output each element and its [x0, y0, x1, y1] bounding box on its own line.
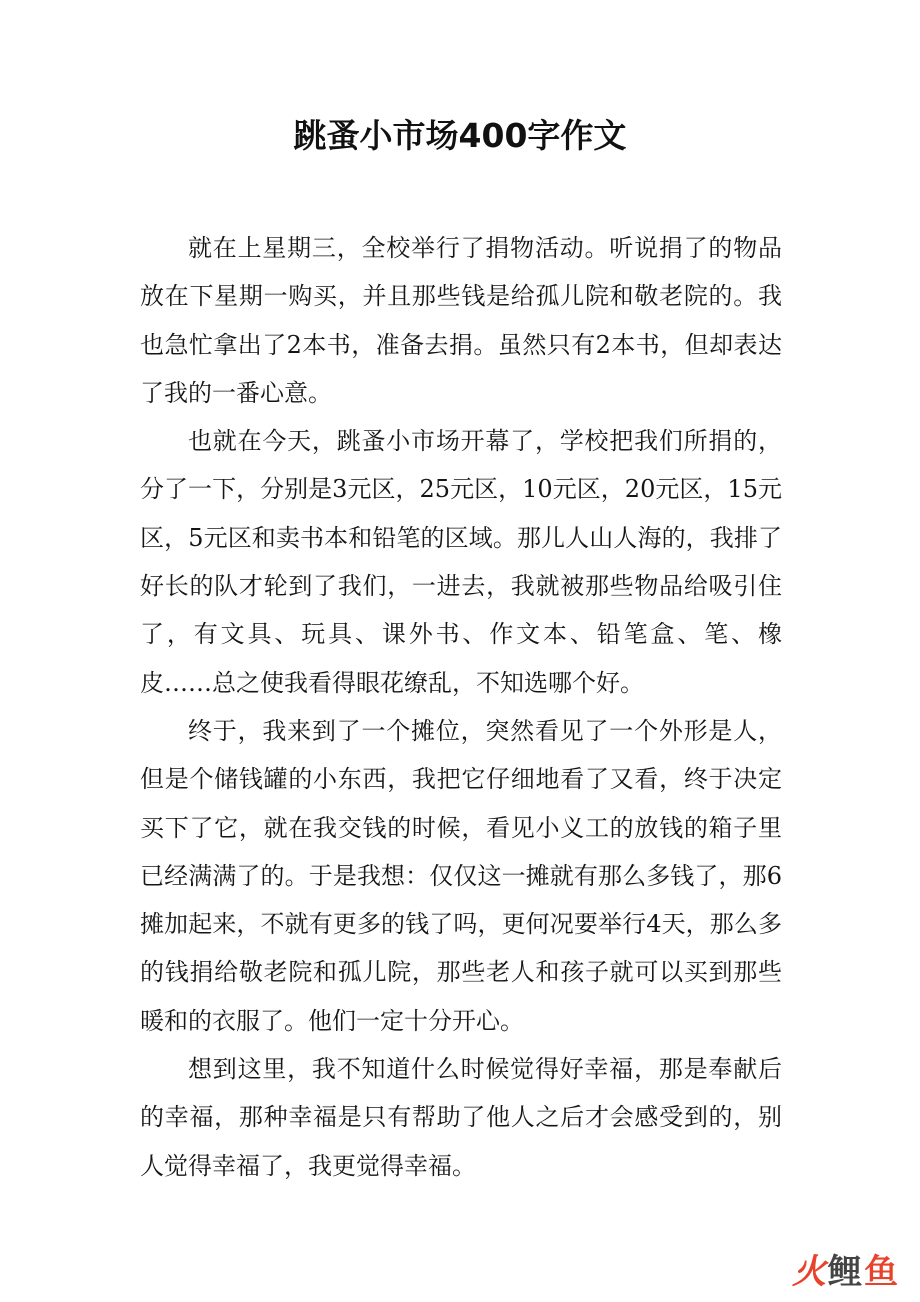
paragraph-4: 想到这里，我不知道什么时候觉得好幸福，那是奉献后的幸福，那种幸福是只有帮助了他人之后才会感受到的，别人觉得幸福了，我更觉得幸福。 — [140, 1055, 782, 1180]
watermark-char-fire: 火 — [792, 1252, 828, 1292]
watermark-char-fish: 鱼 — [864, 1252, 900, 1292]
watermark-char-carp: 鲤 — [828, 1252, 864, 1292]
paragraph-3: 终于，我来到了一个摊位，突然看见了一个外形是人，但是个储钱罐的小东西，我把它仔细地看了又看，终于决定买下了它，就在我交钱的时候，看见小义工的放钱的箱子里已经满满了的。于是我想：仅仅这一摊就有那么多钱了，那6摊加起来，不就有更多的钱了吗，更何况要举行4天，那么多的钱捐给敬老院和孤儿院，那些老人和孩子就可以买到那些暖和的衣服了。他们一定十分开心。 — [140, 716, 782, 1035]
paragraph-1: 就在上星期三，全校举行了捐物活动。听说捐了的物品放在下星期一购买，并且那些钱是给孤儿院和敬老院的。我也急忙拿出了2本书，准备去捐。虽然只有2本书，但却表达了我的一番心意。 — [140, 234, 782, 407]
document-title: 跳蚤小市场400字作文 — [293, 116, 627, 155]
document-body — [140, 224, 782, 1190]
watermark-logo — [792, 1252, 900, 1292]
paragraph-2: 也就在今天，跳蚤小市场开幕了，学校把我们所捐的，分了一下，分别是3元区，25元区，10元区，20元区，15元区，5元区和卖书本和铅笔的区域。那儿人山人海的，我排了好长的队才轮到了我们，一进去，我就被那些物品给吸引住了，有文具、玩具、课外书、作文本、铅笔盒、笔、橡皮……总之使我看得眼花缭乱，不知选哪个好。 — [140, 427, 782, 697]
